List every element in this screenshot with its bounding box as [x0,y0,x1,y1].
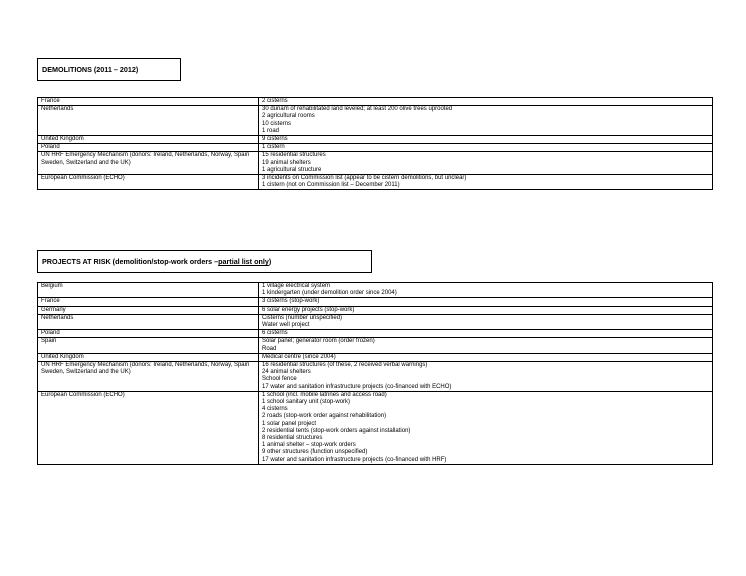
country-cell: Belgium [38,283,259,298]
table-row [38,106,713,136]
demolitions-table [37,97,713,190]
item-line: 2 residential tents (stop-work orders against installation) [262,427,411,434]
item-line: Road [262,345,277,352]
item-line: 9 other structures (function unspecified) [262,449,368,456]
item-line: 10 cisterns [262,120,292,127]
item-line: 6 solar energy projects (stop-work) [262,306,355,313]
table-row [38,338,713,353]
items-cell [259,283,713,298]
country-cell: United Kingdom [38,353,259,361]
items-cell [259,362,713,392]
projects-heading [37,250,372,273]
country-cell: Poland [38,330,259,338]
item-line: 1 solar panel project [262,420,317,427]
items-cell [259,353,713,361]
items-cell [259,391,713,464]
item-line: 15 residential structures [262,152,326,159]
table-row [38,283,713,298]
item-line: 1 cistern (not on Commission list – December 2011) [262,182,400,189]
demolitions-heading [37,58,181,81]
country-cell: UN HRF Emergency Mechanism (donors: Ireland, Netherlands, Norway, Spain Sweden, Switzerland and the UK) [38,362,259,392]
demolitions-heading-text: DEMOLITIONS (2011 – 2012) [42,65,139,74]
table-row [38,362,713,392]
items-cell [259,314,713,329]
item-line: 6 cisterns [262,330,288,337]
item-line: 24 animal shelters [262,369,311,376]
item-line: 2 roads (stop-work order against rehabilitation) [262,413,387,420]
country-cell: Netherlands [38,314,259,329]
country-cell: Poland [38,144,259,152]
country-cell: Germany [38,306,259,314]
projects-heading-suffix: ) [268,257,272,266]
item-line: 8 residential structures [262,435,323,442]
country-cell: European Commission (ECHO) [38,391,259,464]
items-cell [259,330,713,338]
table-row [38,136,713,144]
items-cell [259,106,713,136]
item-line: School fence [262,376,297,383]
table-row [38,152,713,175]
country-cell: Spain [38,338,259,353]
table-row [38,144,713,152]
item-line: 1 school (incl. mobile latrines and access road) [262,391,387,398]
item-line: Medical centre (since 2004) [262,353,336,360]
item-line: 19 animal shelters [262,159,311,166]
item-line: 2 cisterns [262,98,288,104]
country-cell: France [38,98,259,106]
item-line: 1 kindergarten (under demolition order since 2004) [262,290,397,297]
items-cell [259,298,713,306]
country-cell: France [38,298,259,306]
table-row [38,175,713,190]
items-cell [259,144,713,152]
table-row [38,330,713,338]
item-line: 1 cistern [262,144,285,151]
table-row [38,391,713,464]
country-cell: Netherlands [38,106,259,136]
country-cell: European Commission (ECHO) [38,175,259,190]
item-line: 4 cisterns [262,406,288,413]
item-line: Cisterns (number unspecified) [262,314,343,321]
table-row [38,353,713,361]
items-cell [259,152,713,175]
table-row [38,306,713,314]
table-row [38,298,713,306]
item-line: 3 incidents on Commission list (appear to be cistern demolitions, but unclear) [262,175,467,182]
item-line: Water well project [262,322,310,329]
items-cell [259,175,713,190]
item-line: 16 residential structures (of these, 2 received verbal warnings) [262,362,428,369]
item-line: 30 dunam of rehabilitated land leveled; at least 200 olive trees uprooted [262,106,453,113]
item-line: 17 water and sanitation infrastructure projects (co-financed with HRF) [262,456,447,463]
country-cell: UN HRF Emergency Mechanism (donors: Ireland, Netherlands, Norway, Spain Sweden, Switzerland and the UK) [38,152,259,175]
items-cell [259,306,713,314]
items-cell [259,136,713,144]
item-line: 1 agricultural structure [262,166,322,173]
projects-heading-underlined: partial list only [218,257,269,266]
items-cell [259,98,713,106]
item-line: 2 agricultural rooms [262,113,315,120]
item-line: 1 village electrical system [262,283,331,289]
items-cell [259,338,713,353]
item-line: Solar panel; generator room (order frozen) [262,338,375,345]
item-line: 17 water and sanitation infrastructure projects (co-financed with ECHO) [262,383,452,390]
item-line: 9 cisterns [262,136,288,143]
projects-heading-prefix: PROJECTS AT RISK (demolition/stop-work orders – [42,257,219,266]
item-line: 1 school sanitary unit (stop-work) [262,399,351,406]
item-line: 1 road [262,127,280,134]
item-line: 1 animal shelter – stop-work orders [262,442,356,449]
country-cell: United Kingdom [38,136,259,144]
table-row [38,98,713,106]
item-line: 3 cisterns (stop-work) [262,298,320,305]
projects-table [37,282,713,465]
table-row [38,314,713,329]
